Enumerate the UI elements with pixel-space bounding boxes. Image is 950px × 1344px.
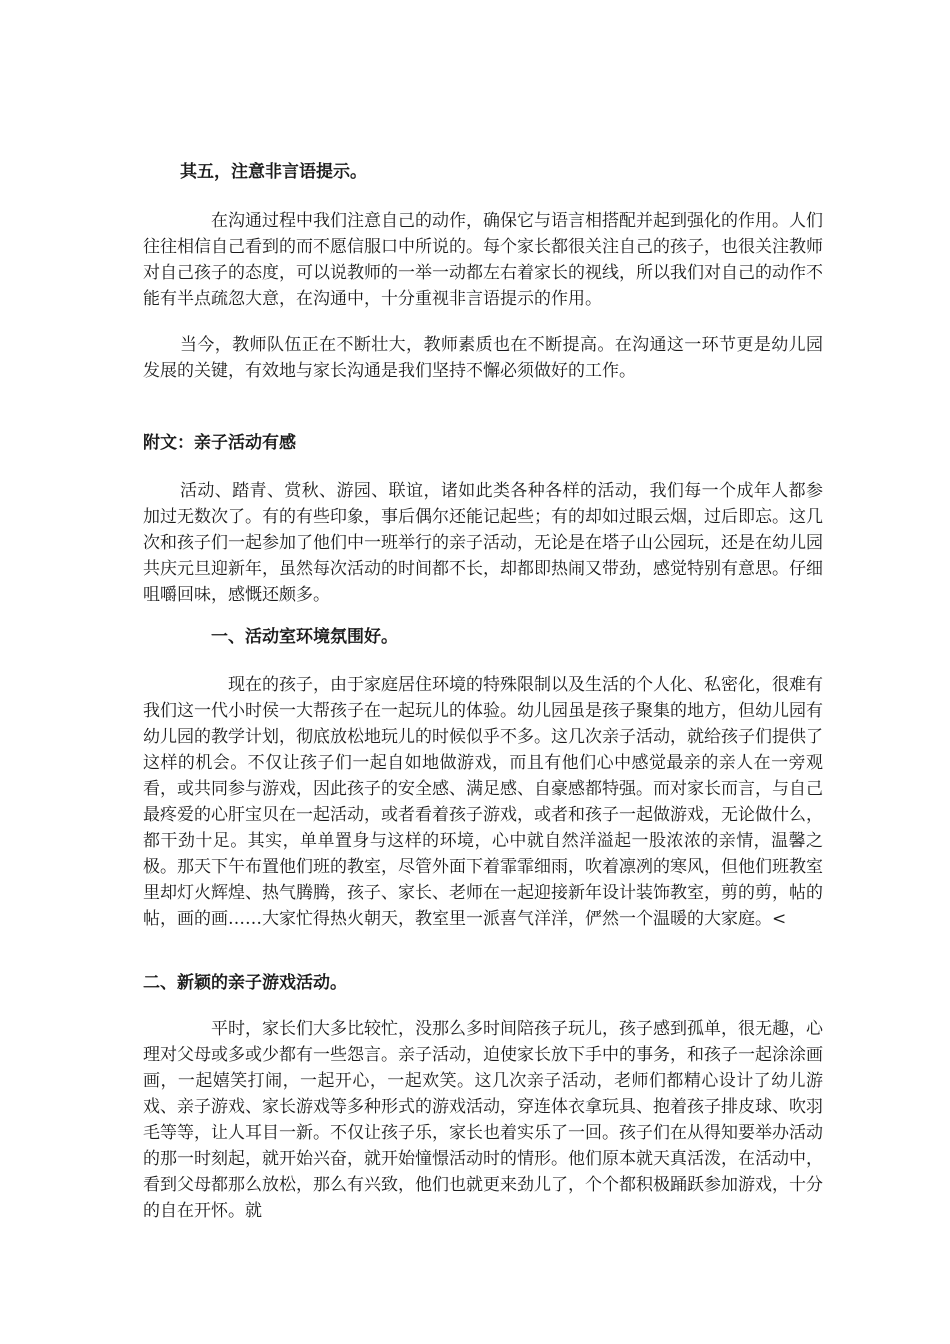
subsection-2-paragraph: 平时，家长们大多比较忙，没那么多时间陪孩子玩儿，孩子感到孤单，很无趣，心理对父母或多或少都有一些怨言。亲子活动，迫使家长放下手中的事务，和孩子一起涂涂画画，一起嬉笑打闹，一起开心，一起欢笑。这几次亲子活动，老师们都精心设计了幼儿游戏、亲子游戏、家长游戏等多种形式的游戏活动，穿连体衣拿玩具、抱着孩子排皮球、吹羽毛等等，让人耳目一新。不仅让孩子乐，家长也着实乐了一回。孩子们在从得知要举办活动的那一时刻起，就开始兴奋，就开始憧憬活动时的情形。他们原本就天真活泼，在活动中，看到父母都那么放松，那么有兴致，他们也就更来劲儿了，个个都积极踊跃参加游戏，十分的自在开怀。就 [143, 1019, 823, 1221]
section5-paragraph-2: 当今，教师队伍正在不断壮大，教师素质也在不断提高。在沟通这一环节更是幼儿园发展的关键，有效地与家长沟通是我们坚持不懈必须做好的工作。 [143, 335, 823, 381]
appendix-heading: 附文：亲子活动有感 [143, 433, 296, 453]
subsection-2-heading: 二、新颖的亲子游戏活动。 [143, 973, 347, 993]
section5-paragraph-1: 在沟通过程中我们注意自己的动作，确保它与语言相搭配并起到强化的作用。人们往往相信自己看到的而不愿信服口中所说的。每个家长都很关注自己的孩子，也很关注教师对自己孩子的态度，可以说教师的一举一动都左右着家长的视线，所以我们对自己的动作不能有半点疏忽大意，在沟通中，十分重视非言语提示的作用。 [143, 211, 823, 309]
appendix-intro-paragraph: 活动、踏青、赏秋、游园、联谊，诸如此类各种各样的活动，我们每一个成年人都参加过无数次了。有的有些印象，事后偶尔还能记起些；有的却如过眼云烟，过后即忘。这几次和孩子们一起参加了他们中一班举行的亲子活动，无论是在塔子山公园玩，还是在幼儿园共庆元旦迎新年，虽然每次活动的时间都不长，却都即热闹又带劲，感觉特别有意思。仔细咀嚼回味，感慨还颇多。 [143, 481, 823, 605]
subsection-1-paragraph: 现在的孩子，由于家庭居住环境的特殊限制以及生活的个人化、私密化，很难有我们这一代小时侯一大帮孩子在一起玩儿的体验。幼儿园虽是孩子聚集的地方，但幼儿园有幼儿园的教学计划，彻底放松地玩儿的时候似乎不多。这几次亲子活动，就给孩子们提供了这样的机会。不仅让孩子们一起自如地做游戏，而且有他们心中感觉最亲的亲人在一旁观看，或共同参与游戏，因此孩子的安全感、满足感、自豪感都特强。而对家长而言，与自己最疼爱的心肝宝贝在一起活动，或者看着孩子游戏，或者和孩子一起做游戏，无论做什么，都干劲十足。其实，单单置身与这样的环境，心中就自然洋溢起一股浓浓的亲情，温馨之极。那天下午布置他们班的教室，尽管外面下着霏霏细雨，吹着凛冽的寒风，但他们班教室里却灯火辉煌、热气腾腾，孩子、家长、老师在一起迎接新年设计装饰教室，剪的剪，帖的帖，画的画……大家忙得热火朝天，教室里一派喜气洋洋，俨然一个温暖的大家庭。< [143, 675, 823, 929]
section5-heading: 其五，注意非言语提示。 [180, 162, 367, 182]
subsection-1-heading: 一、活动室环境氛围好。 [211, 627, 398, 647]
